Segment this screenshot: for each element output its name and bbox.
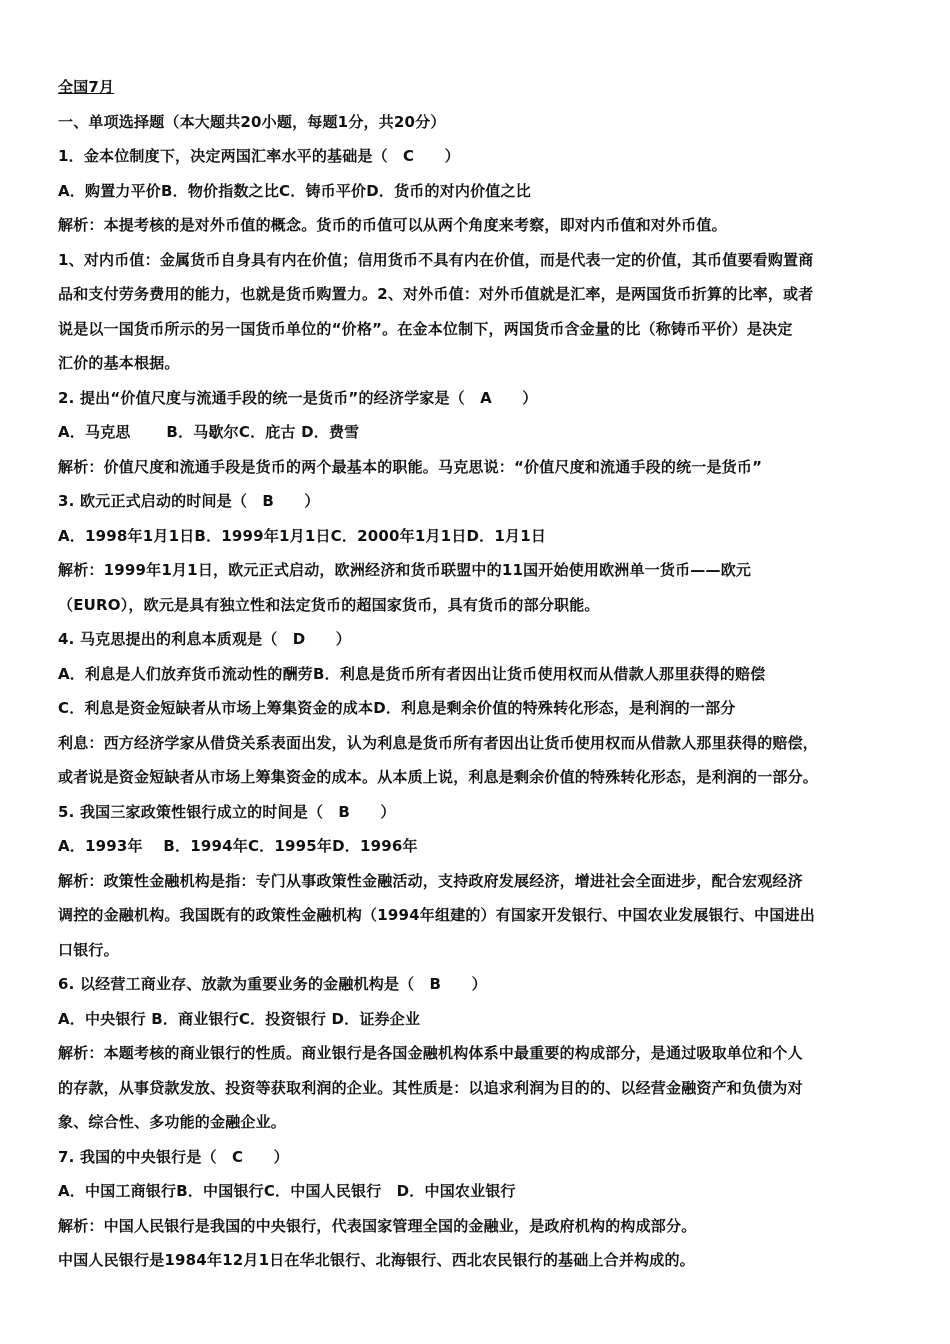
document-page xyxy=(58,70,898,1278)
text-line: （EURO），欧元是具有独立性和法定货币的超国家货币，具有货币的部分职能。 xyxy=(58,595,600,614)
text-line: 5. 我国三家政策性银行成立的时间是（ B ） xyxy=(58,802,396,821)
text-line: 解析：本提考核的是对外币值的概念。货币的币值可以从两个角度来考察，即对内币值和对外币值。 xyxy=(58,216,727,234)
text-line: A．利息是人们放弃货币流动性的酬劳B．利息是货币所有者因出让货币使用权而从借款人那里获得的赔偿 xyxy=(58,664,766,683)
text-line: 解析：中国人民银行是我国的中央银行，代表国家管理全国的金融业，是政府机构的构成部分。 xyxy=(58,1216,697,1235)
text-line: A．马克思 B．马歇尔C．庇古 D．费雪 xyxy=(58,423,360,441)
text-line: 1．金本位制度下，决定两国汇率水平的基础是（ C ） xyxy=(58,147,460,165)
text-line: 的存款，从事贷款发放、投资等获取利润的企业。其性质是：以追求利润为目的的、以经营金融资产和负债为对 xyxy=(58,1078,803,1097)
text-line: 说是以一国货币所示的另一国货币单位的“价格”。在金本位制下，两国货币含金量的比（称铸币平价）是决定 xyxy=(58,319,793,338)
text-line: 汇价的基本根据。 xyxy=(58,354,180,372)
text-line: 解析：价值尺度和流通手段是货币的两个最基本的职能。马克思说：“价值尺度和流通手段的统一是货币” xyxy=(58,457,763,476)
text-line: 解析：政策性金融机构是指：专门从事政策性金融活动，支持政府发展经济，增进社会全面进步，配合宏观经济 xyxy=(58,871,803,890)
text-line: A．中国工商银行B．中国银行C．中国人民银行 D．中国农业银行 xyxy=(58,1182,516,1200)
text-line: 2. 提出“价值尺度与流通手段的统一是货币”的经济学家是（ A ） xyxy=(58,388,538,407)
document-title: 全国7月 xyxy=(58,78,115,96)
text-line: 解析：本题考核的商业银行的性质。商业银行是各国金融机构体系中最重要的构成部分，是通过吸取单位和个人 xyxy=(58,1044,803,1062)
text-line: 中国人民银行是1984年12月1日在华北银行、北海银行、西北农民银行的基础上合并构成的。 xyxy=(58,1251,695,1269)
text-line: 3. 欧元正式启动的时间是（ B ） xyxy=(58,492,320,510)
text-line: 品和支付劳务费用的能力，也就是货币购置力。2、对外币值：对外币值就是汇率，是两国货币折算的比率，或者 xyxy=(58,285,814,303)
text-line: A．中央银行 B．商业银行C．投资银行 D．证券企业 xyxy=(58,1009,421,1028)
text-line: 口银行。 xyxy=(58,940,119,959)
document-body xyxy=(58,105,898,1278)
text-line: 一、单项选择题（本大题共20小题，每题1分，共20分） xyxy=(58,112,446,131)
text-line: 解析：1999年1月1日，欧元正式启动，欧洲经济和货币联盟中的11国开始使用欧洲单一货币——欧元 xyxy=(58,561,752,579)
text-line: C．利息是资金短缺者从市场上筹集资金的成本D．利息是剩余价值的特殊转化形态，是利润的一部分 xyxy=(58,699,736,717)
text-line: 4. 马克思提出的利息本质观是（ D ） xyxy=(58,630,352,648)
text-line: 象、综合性、多功能的金融企业。 xyxy=(58,1113,287,1131)
text-line: 利息：西方经济学家从借贷关系表面出发，认为利息是货币所有者因出让货币使用权而从借款人那里获得的赔偿， xyxy=(58,733,819,752)
text-line: A．购置力平价B．物价指数之比C．铸币平价D．货币的对内价值之比 xyxy=(58,181,531,200)
text-line: A．1993年 B．1994年C．1995年D．1996年 xyxy=(58,837,418,855)
text-line: 1、对内币值：金属货币自身具有内在价值；信用货币不具有内在价值，而是代表一定的价值，其币值要看购置商 xyxy=(58,250,814,269)
text-line: 调控的金融机构。我国既有的政策性金融机构（1994年组建的）有国家开发银行、中国农业发展银行、中国进出 xyxy=(58,906,815,924)
text-line: 或者说是资金短缺者从市场上筹集资金的成本。从本质上说，利息是剩余价值的特殊转化形态，是利润的一部分。 xyxy=(58,768,819,786)
text-line: 6. 以经营工商业存、放款为重要业务的金融机构是（ B ） xyxy=(58,975,487,993)
text-line: 7. 我国的中央银行是（ C ） xyxy=(58,1147,289,1166)
text-line: A．1998年1月1日B．1999年1月1日C．2000年1月1日D．1月1日 xyxy=(58,526,547,545)
